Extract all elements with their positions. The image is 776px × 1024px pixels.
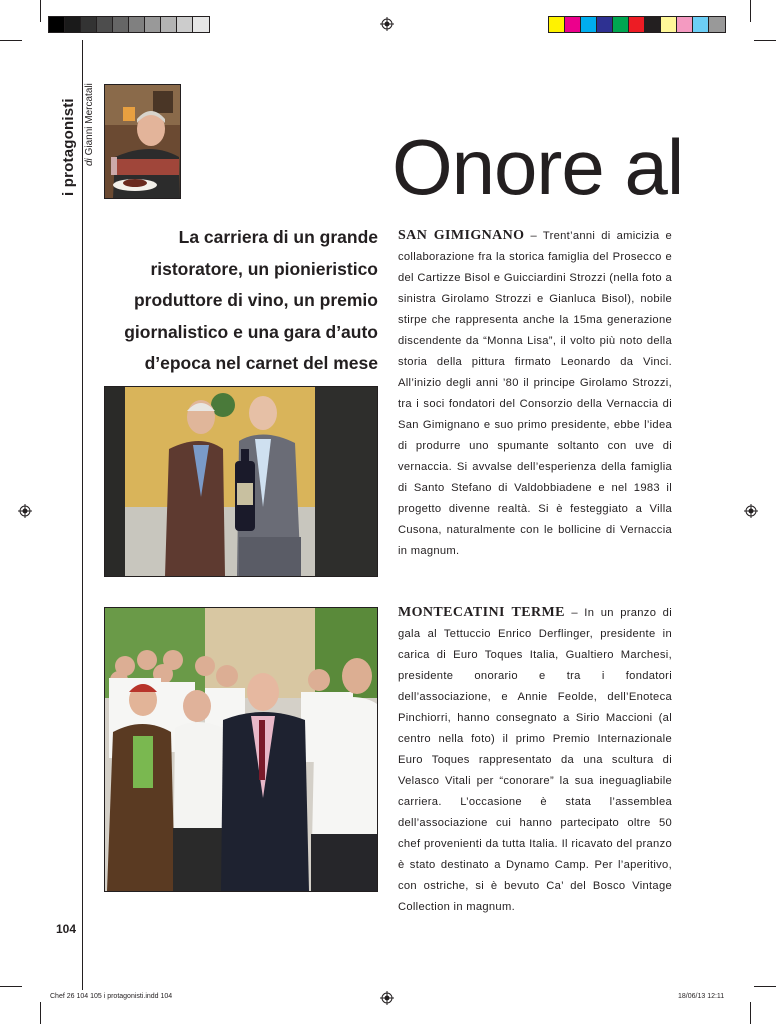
- gray-swatch: [113, 17, 129, 32]
- color-swatch: [565, 17, 581, 32]
- crop-mark: [40, 0, 41, 22]
- paragraph-text: – Trent’anni di amicizia e collaborazione fra la storica famiglia del Prosecco e del Cartizze Bisol e Guicciardini Strozzi (nella foto a sinistra Girolamo Strozzi e Gianluca Bisol), nobile stirpe che rappresenta anche la 15ma generazione discendente da “Monna Lisa”, il volto più noto della storia della pittura firmato Leonardo da Vinci. All’inizio degli anni ’80 il principe Girolamo Strozzi, tra i soci fondatori del Consorzio della Vernaccia di San Gimignano e suo primo presidente, ebbe l’idea di produrre uno spumante soltanto con uve di vernaccia. Si avvalse dell’esperienza della famiglia di Santo Stefano di Valdobbiadene e nel 1983 il progetto divenne realtà. Si è festeggiato a Villa Cusona, naturalmente con le bollicine di Vernaccia in magnum.: [398, 230, 672, 557]
- crop-mark: [750, 0, 751, 22]
- slug-timestamp: 18/06/13 12:11: [678, 993, 725, 1000]
- crop-mark: [750, 1002, 751, 1024]
- gray-swatch: [177, 17, 193, 32]
- slug-file-info: Chef 26 104 105 i protagonisti.indd 104: [50, 993, 173, 1000]
- registration-mark-icon: [380, 991, 394, 1005]
- color-swatch: [549, 17, 565, 32]
- crop-mark: [0, 986, 22, 987]
- paragraph-kicker: MONTECATINI TERME: [398, 605, 565, 620]
- color-swatch: [709, 17, 725, 32]
- author-photo: [104, 84, 181, 199]
- gray-swatch: [81, 17, 97, 32]
- article-paragraph-montecatini: [398, 602, 672, 918]
- article-paragraph-san-gimignano: [398, 225, 672, 562]
- section-label: i protagonisti: [60, 98, 77, 196]
- registration-mark-icon: [380, 17, 394, 31]
- color-swatch: [645, 17, 661, 32]
- gray-swatch: [129, 17, 145, 32]
- photo-strozzi-bisol: [104, 386, 378, 577]
- headline: Onore al: [392, 123, 684, 211]
- subtitle: La carriera di un grande ristoratore, un pionieristico produttore di vino, un premio giornalistico e una gara d’auto d’epoca nel carnet del mese: [124, 227, 378, 373]
- gray-swatch: [145, 17, 161, 32]
- section-header: [60, 83, 100, 198]
- gray-swatch: [161, 17, 177, 32]
- gray-swatch: [97, 17, 113, 32]
- crop-mark: [754, 40, 776, 41]
- gray-swatch: [65, 17, 81, 32]
- page-number: 104: [56, 922, 77, 936]
- registration-mark-icon: [18, 504, 32, 518]
- gray-swatch: [49, 17, 65, 32]
- color-swatch: [581, 17, 597, 32]
- paragraph-kicker: SAN GIMIGNANO: [398, 228, 525, 243]
- process-color-bar: [548, 16, 726, 33]
- byline-prefix: di: [84, 158, 95, 166]
- color-swatch: [629, 17, 645, 32]
- photo-euro-toques-chefs: [104, 607, 378, 892]
- color-swatch: [693, 17, 709, 32]
- color-swatch: [613, 17, 629, 32]
- color-swatch: [597, 17, 613, 32]
- byline-author: Gianni Mercatali: [84, 83, 95, 156]
- crop-mark: [0, 40, 22, 41]
- paragraph-text: – In un pranzo di gala al Tettuccio Enrico Derflinger, presidente in carica di Euro Toques Italia, Gualtiero Marchesi, presidente onorario e tra i fondatori dell’associazione, e Annie Feolde, dell’Enoteca Pinchiorri, hanno consegnato a Sirio Maccioni (al centro nella foto) il primo Premio Internazionale Euro Toques rappresentato da una scultura di Velasco Vitali per “conorare” la sua ineguagliabile carriera. L’occasione è stata l’assemblea dell’associazione cui hanno partecipato oltre 50 chef provenienti da tutta Italia. Il ricavato del pranzo è stato destinato a Dynamo Camp. Per l’aperitivo, con ostriche, si è bevuto Ca’ del Bosco Vintage Collection in magnum.: [398, 607, 672, 913]
- crop-mark: [40, 1002, 41, 1024]
- gray-color-bar: [48, 16, 210, 33]
- gray-swatch: [193, 17, 209, 32]
- byline: [84, 83, 95, 166]
- color-swatch: [661, 17, 677, 32]
- color-swatch: [677, 17, 693, 32]
- registration-mark-icon: [744, 504, 758, 518]
- crop-mark: [754, 986, 776, 987]
